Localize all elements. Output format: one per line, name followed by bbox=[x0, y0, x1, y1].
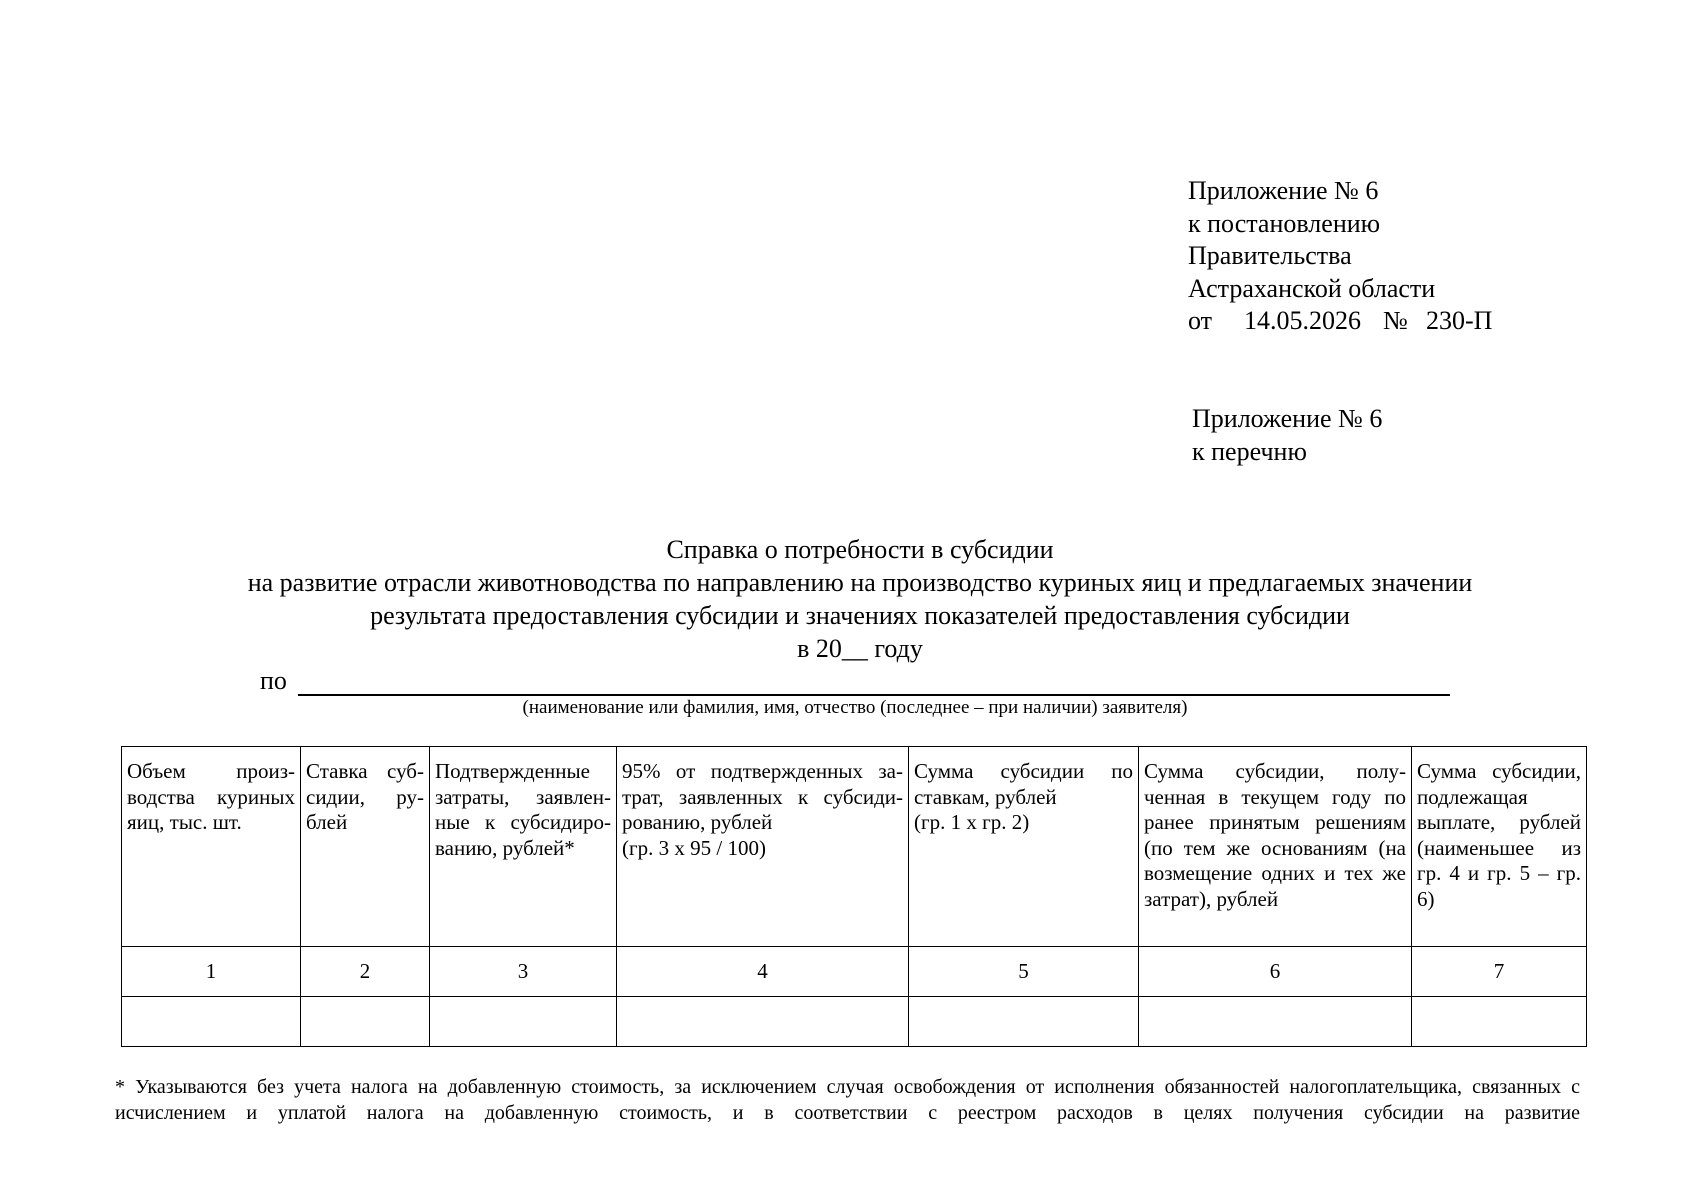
table-header-row bbox=[122, 747, 1587, 947]
header-cell: Подтвержденные затраты, заявленные к субсидированию, рублей* bbox=[430, 747, 617, 947]
appendix-order-line-1: Приложение № 6 bbox=[1188, 176, 1379, 205]
header-cell: Объем производства куриных яиц, тыс. шт. bbox=[122, 747, 301, 947]
document-title bbox=[100, 533, 1620, 665]
column-number-cell: 1 bbox=[122, 947, 301, 997]
data-entry-cell[interactable] bbox=[430, 997, 617, 1047]
header-cell: Ставка субсидии, рублей bbox=[301, 747, 430, 947]
appendix-list-line-1: Приложение № 6 bbox=[1192, 404, 1383, 433]
header-cell: Сумма субсидии, полученная в текущем году по ранее принятым решениям (по тем же основаниям (на возмещение одних и тех же затрат), рублей bbox=[1139, 747, 1412, 947]
title-line-1: Справка о потребности в субсидии bbox=[666, 535, 1054, 564]
appendix-order-line-3: Правительства bbox=[1188, 241, 1352, 270]
title-line-2: на развитие отрасли животноводства по направлению на производство куриных яиц и предлагаемых значении bbox=[247, 568, 1473, 597]
data-entry-cell[interactable] bbox=[122, 997, 301, 1047]
data-entry-row bbox=[122, 997, 1587, 1047]
appendix-order-line-4: Астраханской области bbox=[1188, 273, 1436, 303]
data-entry-cell[interactable] bbox=[1139, 997, 1412, 1047]
header-cell: Сумма субсидии, подлежащая выплате, рублей (наименьшее из гр. 4 и гр. 5 – гр. 6) bbox=[1412, 747, 1587, 947]
appendix-list-line-2: к перечню bbox=[1192, 436, 1307, 466]
footnote: * Указываются без учета налога на добавленную стоимость, за исключением случая освобождения от исполнения обязанностей налогоплательщика, связанных с исчислением и уплатой налога на добавленную стоимость, и в соответствии с реестром расходов в целях получения субсидии на развитие bbox=[115, 1076, 1580, 1124]
column-number-cell: 5 bbox=[909, 947, 1139, 997]
column-number-cell: 7 bbox=[1412, 947, 1587, 997]
title-line-3: результата предоставления субсидии и значениях показателей предоставления субсидии bbox=[370, 601, 1350, 630]
applicant-label: по bbox=[260, 666, 287, 695]
title-line-4: в 20__ году bbox=[797, 634, 923, 663]
column-number-row bbox=[122, 947, 1587, 997]
header-cell: Сумма субсидии по ставкам, рублей (гр. 1 х гр. 2) bbox=[909, 747, 1139, 947]
appendix-order-block bbox=[1188, 175, 1492, 338]
column-number-cell: 4 bbox=[617, 947, 909, 997]
data-entry-cell[interactable] bbox=[909, 997, 1139, 1047]
header-cell: 95% от подтвержденных затрат, заявленных к субсидированию, рублей (гр. 3 х 95 / 100) bbox=[617, 747, 909, 947]
order-date-number-line bbox=[1188, 305, 1492, 338]
column-number-cell: 2 bbox=[301, 947, 430, 997]
column-number-cell: 6 bbox=[1139, 947, 1412, 997]
order-from-label: от bbox=[1188, 306, 1213, 335]
applicant-caption: (наименование или фамилия, имя, отчество (последнее – при наличии) заявителя) bbox=[522, 697, 1188, 718]
appendix-list-block bbox=[1192, 403, 1382, 468]
order-number-sign: № bbox=[1383, 306, 1408, 335]
subsidy-table bbox=[121, 746, 1587, 1047]
column-number-cell: 3 bbox=[430, 947, 617, 997]
order-date: 14.05.2026 bbox=[1244, 306, 1361, 335]
data-entry-cell[interactable] bbox=[1412, 997, 1587, 1047]
applicant-line bbox=[260, 664, 1450, 698]
data-entry-cell[interactable] bbox=[301, 997, 430, 1047]
order-number: 230-П bbox=[1426, 306, 1493, 335]
data-entry-cell[interactable] bbox=[617, 997, 909, 1047]
appendix-order-line-2: к постановлению bbox=[1188, 208, 1381, 238]
